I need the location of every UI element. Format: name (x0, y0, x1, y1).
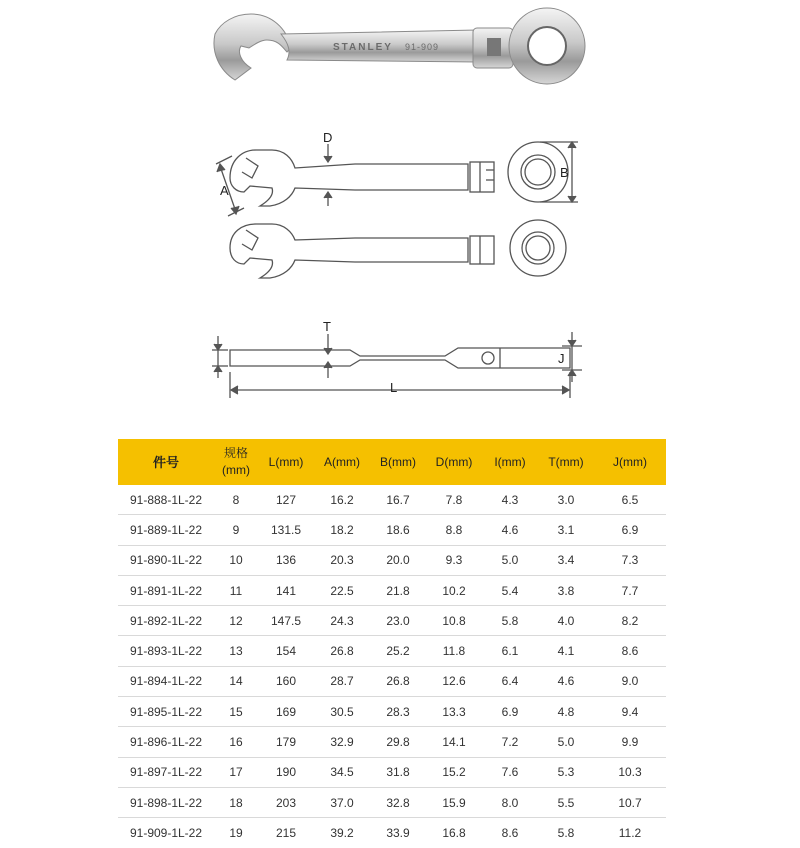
cell-part-number: 91-898-1L-22 (118, 787, 214, 817)
table-cell: 33.9 (386, 825, 410, 840)
table-cell: 14 (214, 666, 258, 696)
table-row (118, 575, 666, 605)
table-cell: 5.8 (482, 606, 538, 636)
table-cell: 13.3 (426, 697, 482, 727)
table-cell: 3.1 (538, 515, 594, 545)
table-cell: 20.0 (370, 545, 426, 575)
table-cell: 20.3 (314, 545, 370, 575)
table-row (118, 727, 666, 757)
table-cell: 13 (214, 636, 258, 666)
header-i: I(mm) (482, 439, 538, 485)
header-t: T(mm) (538, 439, 594, 485)
table-cell: 8.0 (482, 787, 538, 817)
table-cell: 32.9 (314, 727, 370, 757)
table-cell: 18.6 (370, 515, 426, 545)
cell-part-number: 91-896-1L-22 (118, 727, 214, 757)
header-a: A(mm) (314, 439, 370, 485)
table-cell: 6.9 (594, 515, 666, 545)
table-row (118, 606, 666, 636)
table-cell: 169 (258, 697, 314, 727)
cell-part-number: 91-909-1L-22 (129, 825, 203, 840)
table-cell: 9.3 (426, 545, 482, 575)
table-cell: 12.6 (426, 666, 482, 696)
table-cell: 15.9 (426, 787, 482, 817)
table-cell: 5.8 (557, 825, 575, 840)
table-cell: 6.1 (482, 636, 538, 666)
dimension-l (230, 372, 570, 398)
table-cell: 6.5 (594, 485, 666, 515)
table-row (118, 545, 666, 575)
table-cell: 3.8 (538, 575, 594, 605)
table-cell: 16.8 (442, 825, 466, 840)
table-row (118, 818, 666, 848)
table-cell: 28.7 (314, 666, 370, 696)
dimension-left-thickness (212, 336, 228, 378)
label-j: J (558, 351, 565, 366)
table-cell: 10.8 (426, 606, 482, 636)
table-cell: 7.3 (594, 545, 666, 575)
table-cell: 22.5 (314, 575, 370, 605)
table-row (118, 485, 666, 515)
cell-part-number: 91-892-1L-22 (118, 606, 214, 636)
header-l: L(mm) (258, 439, 314, 485)
table-cell: 14.1 (426, 727, 482, 757)
table-cell: 11.2 (618, 825, 642, 840)
spec-table (118, 439, 666, 848)
table-cell: 25.2 (370, 636, 426, 666)
table-row (118, 787, 666, 817)
cell-part-number: 91-890-1L-22 (118, 545, 214, 575)
table-cell: 127 (258, 485, 314, 515)
table-cell: 17 (214, 757, 258, 787)
header-d: D(mm) (426, 439, 482, 485)
table-row (118, 515, 666, 545)
table-cell: 5.0 (482, 545, 538, 575)
middle-view-wrench (230, 220, 566, 278)
header-size: 规格 (mm) (214, 439, 258, 485)
label-b: B (560, 165, 569, 180)
table-cell: 4.3 (482, 485, 538, 515)
table-cell: 9.9 (594, 727, 666, 757)
model-engraving: 91-909 (405, 42, 440, 52)
table-cell: 215 (275, 825, 297, 840)
table-cell: 160 (258, 666, 314, 696)
table-cell: 32.8 (370, 787, 426, 817)
table-header-row (118, 439, 666, 485)
table-cell: 5.5 (538, 787, 594, 817)
table-cell: 19 (229, 825, 243, 840)
table-cell: 147.5 (258, 606, 314, 636)
table-cell: 10.3 (594, 757, 666, 787)
table-cell: 131.5 (258, 515, 314, 545)
label-d: D (323, 130, 333, 145)
table-cell: 6.4 (482, 666, 538, 696)
table-cell: 30.5 (314, 697, 370, 727)
table-cell: 34.5 (314, 757, 370, 787)
table-cell: 4.8 (538, 697, 594, 727)
table-cell: 8.2 (594, 606, 666, 636)
table-cell: 7.6 (482, 757, 538, 787)
table-cell: 10.7 (594, 787, 666, 817)
table-cell: 7.8 (426, 485, 482, 515)
cell-part-number: 91-888-1L-22 (118, 485, 214, 515)
cell-part-number: 91-895-1L-22 (118, 697, 214, 727)
table-cell: 3.0 (538, 485, 594, 515)
table-cell: 16 (214, 727, 258, 757)
cell-part-number: 91-891-1L-22 (118, 575, 214, 605)
table-cell: 8.6 (501, 825, 519, 840)
table-cell: 21.8 (370, 575, 426, 605)
table-cell: 18 (214, 787, 258, 817)
table-cell: 6.9 (482, 697, 538, 727)
table-cell: 9.4 (594, 697, 666, 727)
table-cell: 5.3 (538, 757, 594, 787)
table-cell: 179 (258, 727, 314, 757)
table-cell: 5.4 (482, 575, 538, 605)
side-view-wrench (230, 348, 570, 368)
table-cell: 15 (214, 697, 258, 727)
dimension-t (323, 319, 332, 378)
header-part-number: 件号 (118, 439, 214, 485)
table-row (118, 666, 666, 696)
table-cell: 154 (258, 636, 314, 666)
table-cell: 16.2 (314, 485, 370, 515)
table-cell: 16.7 (370, 485, 426, 515)
label-l: L (390, 380, 398, 395)
table-cell: 10 (214, 545, 258, 575)
dimension-d (323, 130, 332, 206)
table-cell: 9 (214, 515, 258, 545)
technical-drawings (200, 120, 600, 420)
table-cell: 8 (214, 485, 258, 515)
top-view-wrench (230, 142, 568, 206)
product-photo-wrench (205, 0, 595, 100)
table-cell: 8.8 (426, 515, 482, 545)
table-cell: 7.7 (594, 575, 666, 605)
label-t: T (323, 319, 331, 334)
table-cell: 26.8 (314, 636, 370, 666)
cell-part-number: 91-893-1L-22 (118, 636, 214, 666)
table-cell: 136 (258, 545, 314, 575)
table-cell: 29.8 (370, 727, 426, 757)
table-cell: 28.3 (370, 697, 426, 727)
table-cell: 141 (258, 575, 314, 605)
brand-engraving: STANLEY (333, 42, 393, 53)
table-row (118, 636, 666, 666)
cell-part-number: 91-894-1L-22 (118, 666, 214, 696)
cell-part-number: 91-897-1L-22 (118, 757, 214, 787)
table-cell: 37.0 (314, 787, 370, 817)
table-cell: 4.6 (482, 515, 538, 545)
table-cell: 5.0 (538, 727, 594, 757)
table-cell: 190 (258, 757, 314, 787)
label-a: A (220, 183, 229, 198)
table-cell: 18.2 (314, 515, 370, 545)
dimension-a (216, 156, 244, 216)
header-j: J(mm) (594, 439, 666, 485)
table-cell: 15.2 (426, 757, 482, 787)
table-row (118, 697, 666, 727)
table-cell: 4.1 (538, 636, 594, 666)
table-cell: 23.0 (370, 606, 426, 636)
table-cell: 4.0 (538, 606, 594, 636)
table-cell: 12 (214, 606, 258, 636)
table-cell: 3.4 (538, 545, 594, 575)
table-cell: 11 (214, 575, 258, 605)
header-b: B(mm) (370, 439, 426, 485)
table-cell: 31.8 (370, 757, 426, 787)
table-cell: 203 (258, 787, 314, 817)
table-cell: 39.2 (330, 825, 354, 840)
table-cell: 8.6 (594, 636, 666, 666)
table-cell: 11.8 (426, 636, 482, 666)
table-row (118, 757, 666, 787)
table-cell: 7.2 (482, 727, 538, 757)
table-cell: 9.0 (594, 666, 666, 696)
table-cell: 10.2 (426, 575, 482, 605)
table-cell: 4.6 (538, 666, 594, 696)
cell-part-number: 91-889-1L-22 (118, 515, 214, 545)
table-cell: 26.8 (370, 666, 426, 696)
table-cell: 24.3 (314, 606, 370, 636)
